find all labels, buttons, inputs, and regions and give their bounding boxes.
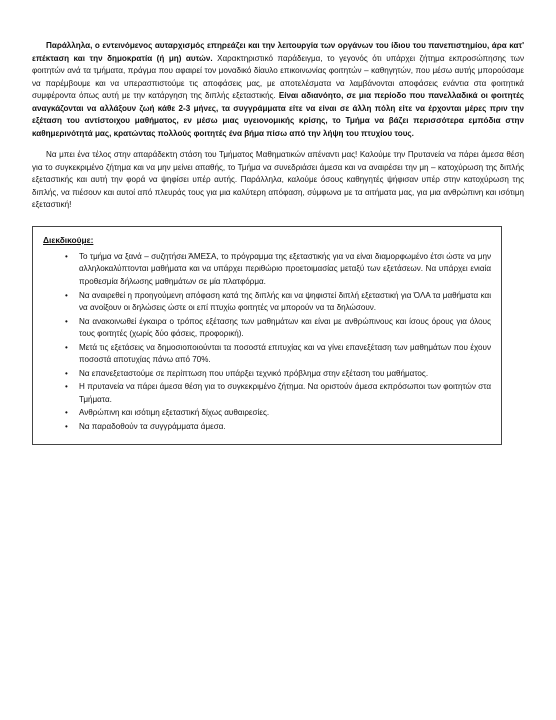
demand-text: Το τμήμα να ξανά – συζητήσει ΆΜΕΣΑ, το πρόγραμμα της εξεταστικής για να είναι διαμορφωμένο έτσι ώστε να μην αλληλοκαλύπτονται μαθήματα και να υπάρχει περιθώριο προετοιμασίας μεταξύ των εξετάσεων. Να υπάρχει ενιαία προθεσμία δήλωσης μαθημάτων σε μία πλατφόρμα.: [79, 251, 491, 286]
paragraph-1: [32, 40, 524, 140]
demands-title: Διεκδικούμε:: [43, 234, 94, 245]
demand-text: Να παραδοθούν τα συγγράμματα άμεσα.: [79, 421, 226, 431]
bullet-icon: •: [65, 342, 68, 352]
demand-text: Να ανακοινωθεί έγκαιρα ο τρόπος εξέτασης των μαθημάτων και είναι με ανθρώπινους και ίσους όρους για όλους τους φοιτητές (χωρίς δύο φάσεις, προφορική).: [79, 316, 491, 339]
demands-list: [43, 251, 491, 433]
demand-item: [65, 368, 491, 381]
demand-text: Ανθρώπινη και ισότιμη εξεταστική δίχως αυθαιρεσίες.: [79, 408, 270, 418]
paragraph-1-body: Χαρακτηριστικό παράδειγμα, το γεγονός ότι υπάρχει ζήτημα εκπροσώπησης των φοιτητών ανά τα τμήματα, πράγμα που αφαιρεί τον μοναδικό δίαυλο επικοινωνίας φοιτητών – καθηγητών, που μέσω αυτής μπορούσαμε να παρέμβουμε και να υπερασπιστούμε τις αποφάσεις μας, με αποτελέσματα να λαμβάνονται αποφάσεις ενάντια στα φοιτητικά συμφέροντα όπως αυτή με την κατάργηση της διπλής εξεταστικής.: [32, 53, 524, 101]
bullet-icon: •: [65, 368, 68, 378]
bullet-icon: •: [65, 421, 68, 431]
bullet-icon: •: [65, 290, 68, 300]
demand-item: [65, 316, 491, 341]
demand-item: [65, 290, 491, 315]
demand-text: Μετά τις εξετάσεις να δημοσιοποιούνται τα ποσοστά επιτυχίας και να γίνει επανεξέταση των μαθημάτων που έχουν ποσοστά αποτυχίας πάνω από 70%.: [79, 342, 491, 365]
bullet-icon: •: [65, 316, 68, 326]
demand-text: Η πρυτανεία να πάρει άμεσα θέση για το συγκεκριμένο ζήτημα. Να οριστούν άμεσα εκπρόσωποι των φοιτητών στα Τμήματα.: [79, 382, 491, 404]
bullet-icon: •: [65, 408, 68, 418]
paragraph-1-bold-start: Παράλληλα, ο εντεινόμενος αυταρχισμός επηρεάζει και την λειτουργία των οργάνων του ίδιου του πανεπιστημίου, άρα κατ' επέκταση και την δημοκρατία (ή μη) αυτών.: [32, 41, 524, 63]
paragraph-2: Να μπει ένα τέλος στην απαράδεκτη στάση του Τμήματος Μαθηματικών απέναντι μας! Καλούμε την Πρυτανεία να πάρει άμεσα θέση για το συγκεκριμένο ζήτημα και να μην μείνει απαθής, το Τμήμα να συνεδριάσει άμεσα και να αναιρέσει την μη – κατοχύρωση της διπλής εξεταστικής και αυτή την φορά να ψηφίσει υπέρ αυτής. Παράλληλα, καλούμε όσους καθηγητές ψήφισαν υπέρ στην κατοχύρωση της διπλής, να πιέσουν και αυτοί από πλευράς τους για μια καλύτερη απόφαση, σύμφωνα με τα αιτήματα μας, για μια ανθρώπινη και ισότιμη εξεταστική!: [32, 150, 524, 210]
bullet-icon: •: [65, 382, 68, 392]
demand-text: Να επανεξεταστούμε σε περίπτωση που υπάρξει τεχνικό πρόβλημα στην εξέταση του μαθήματος.: [79, 368, 429, 378]
paragraph-1-bold-end: Είναι αδιανόητο, σε μια περίοδο που πανελλαδικά οι φοιτητές αναγκάζονται να αλλάξουν ζωή κάθε 2-3 μήνες, τα συγγράμματα είτε να είναι σε άλλη πόλη είτε να έρχονται μέρες πριν την εξέταση του αντίστοιχου μαθήματος, εν μέσω μιας υγειονομικής κρίσης, το Τμήμα να βάζει περισσότερα εμπόδια στην καθημερινότητά μας, κρατώντας πολλούς φοιτητές ένα βήμα πίσω από την λήψη του πτυχίου τους.: [32, 91, 524, 138]
demand-item: [65, 421, 491, 434]
demand-item: [65, 251, 491, 289]
document-page: [32, 40, 524, 445]
demands-box: [32, 226, 502, 445]
demand-item: [65, 342, 491, 367]
demand-item: [65, 381, 491, 406]
demand-item: [65, 407, 491, 420]
demand-text: Να αναιρεθεί η προηγούμενη απόφαση κατά της διπλής και να ψηφιστεί διπλή εξεταστική για ΌΛΑ τα μαθήματα και να ανοίξουν οι δηλώσεις ώστε οι επί πτυχίω φοιτητές να μπορούν να τα δηλώσουν.: [79, 290, 491, 313]
bullet-icon: •: [65, 251, 68, 261]
